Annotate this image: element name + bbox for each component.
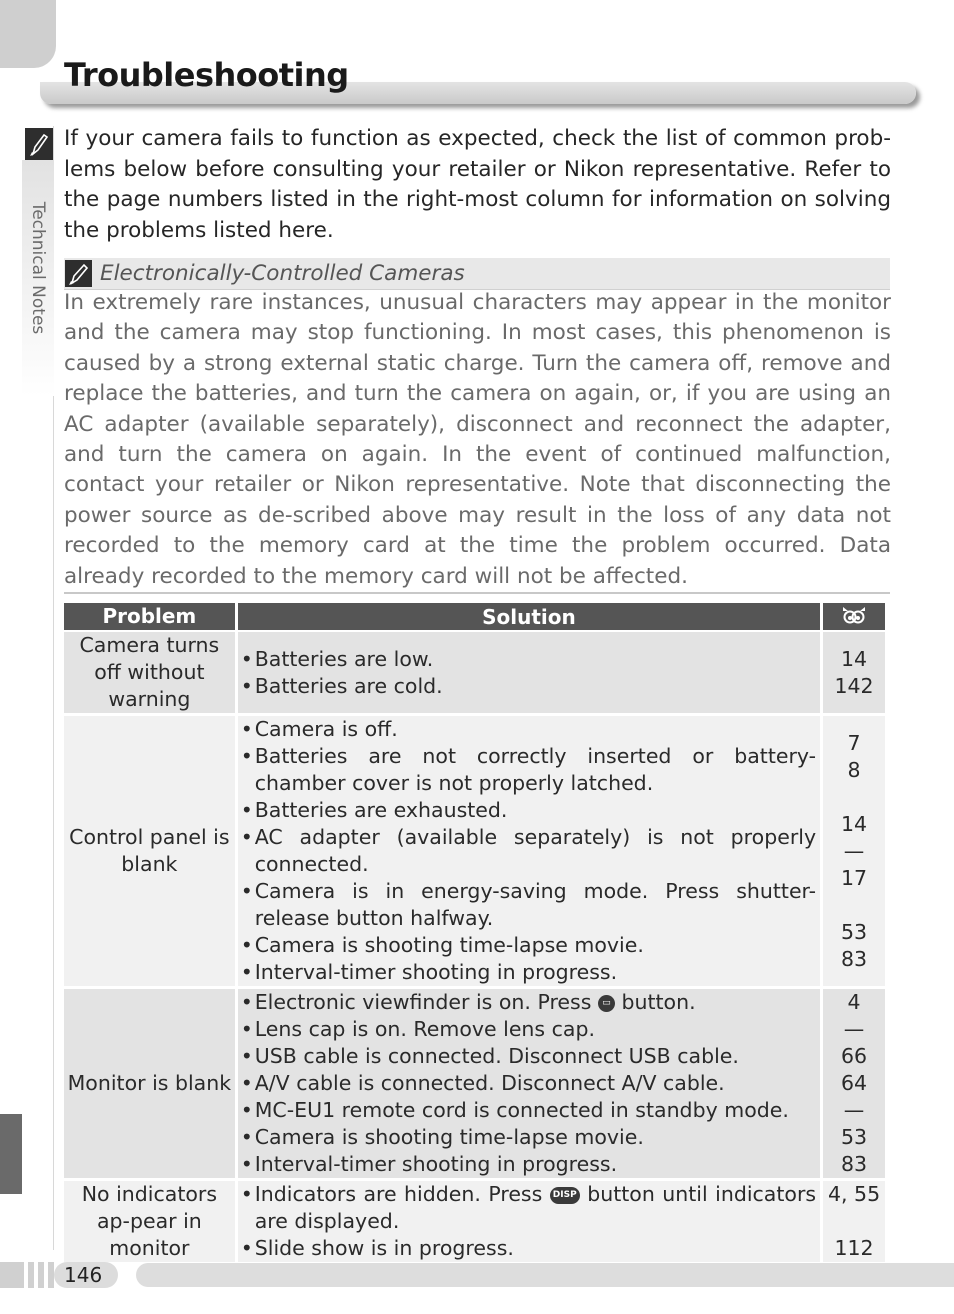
solution-item: • Batteries are not correctly inserted or battery-chamber cover is not properly latched. xyxy=(240,744,817,795)
page-ref: — xyxy=(843,838,865,863)
page-ref: — xyxy=(843,1098,865,1122)
solution-cell xyxy=(238,716,820,989)
page-cell xyxy=(823,989,885,1181)
solution-item: • Batteries are cold. xyxy=(240,673,443,698)
page-reference-icon xyxy=(823,603,885,632)
solution-item: • Interval-timer shooting in progress. xyxy=(240,1152,618,1176)
page-ref: — xyxy=(843,1017,865,1041)
problem-cell: Control panel is blank xyxy=(64,716,235,989)
page-number: 146 xyxy=(64,1263,103,1287)
note-title: Electronically-Controlled Cameras xyxy=(100,261,465,286)
solution-item: • Interval-timer shooting in progress. xyxy=(240,960,618,984)
table-row xyxy=(64,632,885,716)
footer-stripes xyxy=(0,1262,54,1288)
page-ref: 142 xyxy=(834,673,874,698)
solution-item: • USB cable is connected. Disconnect USB cable. xyxy=(240,1044,739,1068)
table-row xyxy=(64,1181,885,1265)
pencil-icon xyxy=(25,128,53,160)
page-ref: 64 xyxy=(840,1071,868,1095)
footer-bar xyxy=(136,1263,954,1287)
solution-cell xyxy=(238,989,820,1181)
solution-item: • Slide show is in progress. xyxy=(240,1236,514,1260)
page-ref: 17 xyxy=(840,865,868,890)
page-ref: 112 xyxy=(834,1236,874,1260)
page-cell xyxy=(823,632,885,716)
page-ref: 14 xyxy=(840,646,868,671)
solution-item: • Lens cap is on. Remove lens cap. xyxy=(240,1017,595,1041)
monitor-button-icon: ▭ xyxy=(598,995,615,1012)
section-marker xyxy=(0,1114,22,1194)
problem-cell: Monitor is blank xyxy=(64,989,235,1181)
problem-cell: No indicators ap-pear in monitor xyxy=(64,1181,235,1265)
solution-item: • Camera is shooting time-lapse movie. xyxy=(240,1125,644,1149)
note-divider xyxy=(64,592,890,594)
problem-cell: Camera turns off without warning xyxy=(64,632,235,716)
solution-item: • Camera is shooting time-lapse movie. xyxy=(240,933,644,957)
page-ref: 83 xyxy=(840,946,868,971)
solution-cell xyxy=(238,632,820,716)
column-header-solution: Solution xyxy=(238,603,820,632)
solution-item: • Camera is in energy-saving mode. Press shutter-release button halfway. xyxy=(240,879,817,930)
solution-item: • MC-EU1 remote cord is connected in standby mode. xyxy=(240,1098,789,1122)
table-row xyxy=(64,716,885,989)
page-cell xyxy=(823,716,885,989)
solution-item: • Batteries are exhausted. xyxy=(240,798,508,822)
page-ref: 4, 55 xyxy=(827,1182,881,1206)
solution-item: • Electronic viewfinder is on. Press ▭ button. xyxy=(240,990,696,1014)
solution-item: • Batteries are low. xyxy=(240,646,434,671)
page-ref: 14 xyxy=(840,811,868,836)
pencil-icon xyxy=(65,260,92,287)
solution-item: • A/V cable is connected. Disconnect A/V cable. xyxy=(240,1071,725,1095)
sidebar-section-label: Technical Notes xyxy=(28,201,48,335)
solution-item: • Indicators are hidden. Press DISP button until indicators are displayed. xyxy=(240,1182,817,1233)
page-ref: 83 xyxy=(840,1152,868,1176)
page-ref: 4 xyxy=(847,990,861,1014)
disp-button-icon: DISP xyxy=(550,1187,580,1204)
page-ref: 8 xyxy=(847,757,861,782)
page-ref: 53 xyxy=(840,1125,868,1149)
page-ref: 66 xyxy=(840,1044,868,1068)
page-ref: 53 xyxy=(840,919,868,944)
solution-item: • Camera is off. xyxy=(240,717,398,741)
page-title: Troubleshooting xyxy=(64,56,349,94)
solution-item: • AC adapter (available separately) is not properly connected. xyxy=(240,825,817,876)
note-body: In extremely rare instances, unusual characters may appear in the monitor and the camera may stop functioning. In most cases, this phenomenon is caused by a strong external static charge. Turn the camera off, remove and replace the batteries, and turn the camera on again, or, if you are using an AC adapter (available separately), disconnect and reconnect the adapter, and turn the camera on again. In the event of continued malfunction, contact your retailer or Nikon representative. Note that disconnecting the power source as de-scribed above may result in the loss of any data not recorded to the memory card at the time the problem occurred. Data already recorded to the memory card will not be affected. xyxy=(64,290,891,589)
solution-cell xyxy=(238,1181,820,1265)
page-ref: 7 xyxy=(847,730,861,755)
corner-tab xyxy=(0,0,56,68)
table-row xyxy=(64,989,885,1181)
column-header-problem: Problem xyxy=(64,603,235,632)
troubleshooting-table xyxy=(61,603,888,1265)
page-cell xyxy=(823,1181,885,1265)
intro-paragraph: If your camera fails to function as expected, check the list of common prob-lems below before consulting your retailer or Nikon representative. Refer to the page numbers listed in the right-most column for information on solving the problems listed here. xyxy=(64,126,891,243)
note-header xyxy=(64,258,890,290)
